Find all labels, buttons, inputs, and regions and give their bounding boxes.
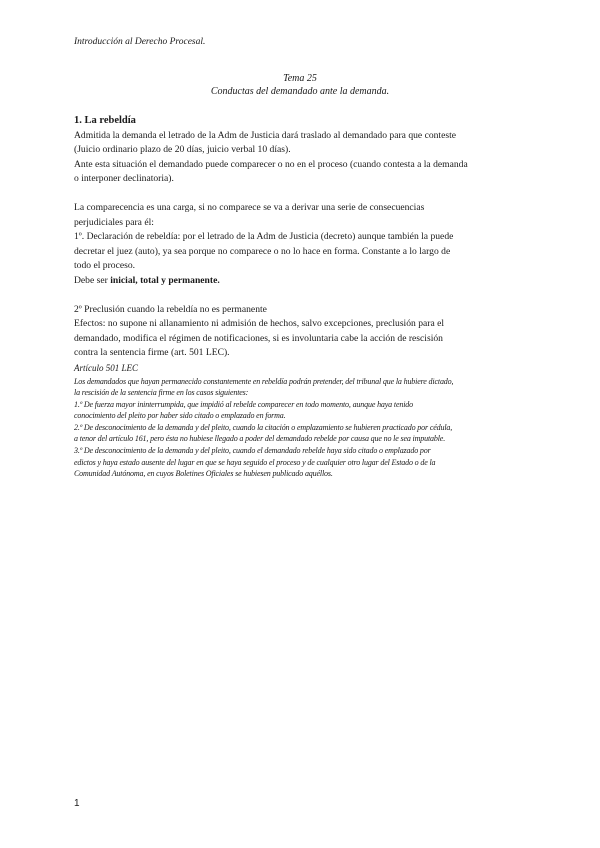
article-case-2 xyxy=(74,422,534,445)
text-line: perjudiciales para él: xyxy=(74,216,154,228)
topic-title xyxy=(74,72,526,98)
text-line: todo el proceso. xyxy=(74,260,136,272)
text-line: Comunidad Autónoma, en cuyos Boletines Oficiales se hubiesen publicado aquéllos. xyxy=(74,469,333,479)
text-line: Efectos: no supone ni allanamiento ni admisión de hechos, salvo excepciones, preclusión para el xyxy=(74,318,445,330)
page-header: Introducción al Derecho Procesal. xyxy=(74,37,206,47)
text-line: conocimiento del pleito por haber sido citado o emplazado en forma. xyxy=(74,411,286,421)
debe-bold: inicial, total y permanente. xyxy=(110,274,220,286)
text-line: 1º. Declaración de rebeldía: por el letrado de la Adm de Justicia (decreto) aunque también la puede xyxy=(74,231,454,243)
text-line: (Juicio ordinario plazo de 20 días, juicio verbal 10 días). xyxy=(74,144,291,156)
text-line: Admitida la demanda el letrado de la Adm de Justicia dará traslado al demandado para que conteste xyxy=(74,129,457,141)
document-body xyxy=(74,114,534,480)
text-line: 3.º De desconocimiento de la demanda y del pleito, cuando el demandado rebelde haya sido citado o emplazado por xyxy=(74,446,431,456)
text-line: 2º Preclusión cuando la rebeldía no es permanente xyxy=(74,303,267,315)
article-title: Artículo 501 LEC xyxy=(74,362,139,373)
section-heading: 1. La rebeldía xyxy=(74,115,136,126)
text-line: La comparecencia es una carga, si no comparece se va a derivar una serie de consecuencias xyxy=(74,201,425,213)
article-case-1 xyxy=(74,399,534,422)
text-line: 1.º De fuerza mayor ininterrumpida, que impidió al rebelde comparecer en todo momento, aunque haya tenido xyxy=(74,399,413,409)
article-quote xyxy=(74,376,534,480)
article-case-3 xyxy=(74,445,534,480)
page-number: 1 xyxy=(74,798,80,809)
text-line: decretar el juez (auto), ya sea porque no comparece o no lo hace en forma. Constante a lo largo de xyxy=(74,245,451,257)
text-line: o interponer declinatoria). xyxy=(74,173,174,185)
paragraph-situation xyxy=(74,158,534,187)
text-line: Los demandados que hayan permanecido constantemente en rebeldía podrán pretender, del tribunal que la hubiere dictado, xyxy=(74,376,454,386)
text-line: Ante esta situación el demandado puede comparecer o no en el proceso (cuando contesta a la demanda xyxy=(74,158,468,170)
spacer xyxy=(74,289,534,303)
paragraph-comparecencia xyxy=(74,201,534,274)
paragraph-preclusion xyxy=(74,303,534,361)
paragraph-admission xyxy=(74,129,534,158)
debe-prefix: Debe ser xyxy=(74,274,111,286)
topic-subtitle: Conductas del demandado ante la demanda. xyxy=(210,86,390,97)
text-line: edictos y haya estado ausente del lugar en que se haya seguido el proceso y de cualquier otro lugar del Estado o de la xyxy=(74,457,436,467)
text-line: 2.º De desconocimiento de la demanda y del pleito, cuando la citación o emplazamiento se hubieren practicado por cédula, xyxy=(74,422,453,432)
spacer xyxy=(74,187,534,201)
text-line: contra la sentencia firme (art. 501 LEC). xyxy=(74,347,230,359)
article-intro xyxy=(74,376,534,399)
text-line: demandado, modifica el régimen de notificaciones, si es involuntaria cabe la acción de rescisión xyxy=(74,332,443,344)
text-line: la rescisión de la sentencia firme en los casos siguientes: xyxy=(74,388,249,398)
text-line: a tenor del artículo 161, pero ésta no hubiese llegado a poder del demandado rebelde por causa que no le sea imputable. xyxy=(74,434,446,444)
topic-number: Tema 25 xyxy=(283,73,317,84)
paragraph-debe-ser xyxy=(74,274,534,289)
